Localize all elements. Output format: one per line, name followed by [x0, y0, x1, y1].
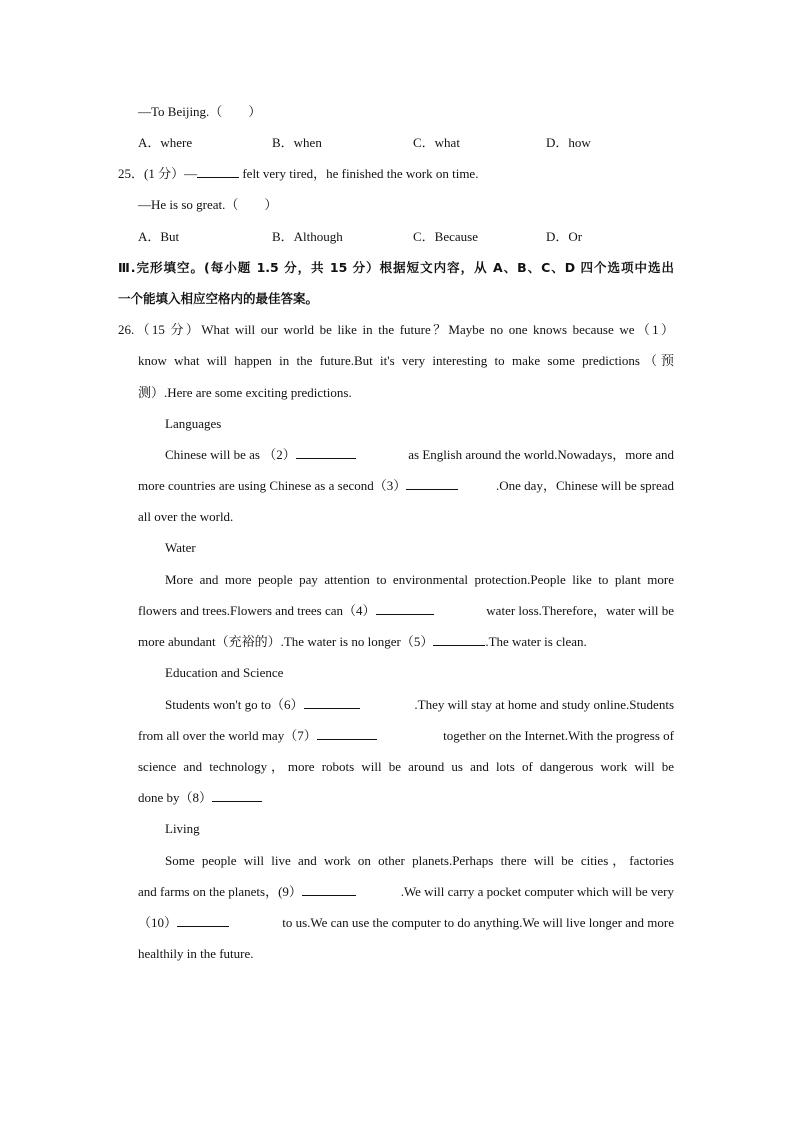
water-line1: More and more people pay attention to environmental protection.People like to plant more [165, 572, 674, 587]
heading-education-science: Education and Science [165, 665, 284, 680]
heading-water: Water [165, 540, 196, 555]
education-line2: from all over the world may（7） together on the Internet.With the progress of [138, 728, 674, 743]
q24-option-b: B．when [272, 135, 322, 150]
q25-reply: —He is so great.（ ） [138, 197, 278, 212]
education-line3: science and technology，more robots will be around us and lots of dangerous work will be [138, 759, 674, 774]
blank-8 [212, 789, 262, 802]
languages-line1: Chinese will be as （2） as English around the world.Nowadays，more and [165, 447, 674, 462]
q24-answer-line: —To Beijing.（ ） [138, 104, 262, 119]
languages-line3: all over the world. [138, 509, 234, 524]
blank-3 [406, 477, 458, 490]
section3-instruction-line1: Ⅲ.完形填空。(每小题 1.5 分，共 15 分）根据短文内容，从 A、B、C、D 四个选项中选出 [118, 260, 674, 275]
blank-2 [296, 446, 356, 459]
education-line1: Students won't go to（6） .They will stay at home and study online.Students [165, 697, 674, 712]
living-line3: （10） to us.We can use the computer to do anything.We will live longer and more [138, 915, 674, 930]
q25-option-b: B．Although [272, 229, 343, 244]
q25-option-a: A．But [138, 229, 180, 244]
q24-option-a: A．where [138, 135, 193, 150]
education-line4: done by（8） [138, 789, 262, 807]
heading-living: Living [165, 821, 200, 836]
blank-10 [177, 914, 229, 927]
living-line1: Some people will live and work on other planets.Perhaps there will be cities，factories [165, 853, 674, 868]
blank-7 [317, 727, 377, 740]
q25-blank [197, 165, 239, 178]
water-line3: more abundant（充裕的）.The water is no longer（5） .The water is clean. [138, 634, 587, 649]
blank-9 [302, 883, 356, 896]
q26-intro-line1: 26.（15 分）What will our world be like in the future？Maybe no one knows because we（1） [118, 322, 674, 337]
living-line4: healthily in the future. [138, 946, 254, 961]
languages-line2: more countries are using Chinese as a second（3） .One day，Chinese will be spread [138, 478, 674, 493]
water-line2: flowers and trees.Flowers and trees can（4） water loss.Therefore，water will be [138, 603, 674, 618]
section3-instruction-line2: 一个能填入相应空格内的最佳答案。 [118, 291, 319, 306]
q24-option-d: D．how [546, 135, 591, 150]
q26-intro-line3: 测）.Here are some exciting predictions. [138, 385, 352, 400]
heading-languages: Languages [165, 416, 222, 431]
q25-option-c: C．Because [413, 229, 478, 244]
q24-option-c: C．what [413, 135, 460, 150]
blank-6 [304, 696, 360, 709]
q26-intro-line2: know what will happen in the future.But it's very interesting to make some predictions（预 [138, 353, 674, 368]
blank-5 [433, 633, 485, 646]
q25-stem: 25．(1 分）— felt very tired，he finished the work on time. [118, 166, 479, 181]
living-line2: and farms on the planets，(9） .We will carry a pocket computer which will be very [138, 884, 674, 899]
q25-option-d: D．Or [546, 229, 583, 244]
blank-4 [376, 602, 434, 615]
